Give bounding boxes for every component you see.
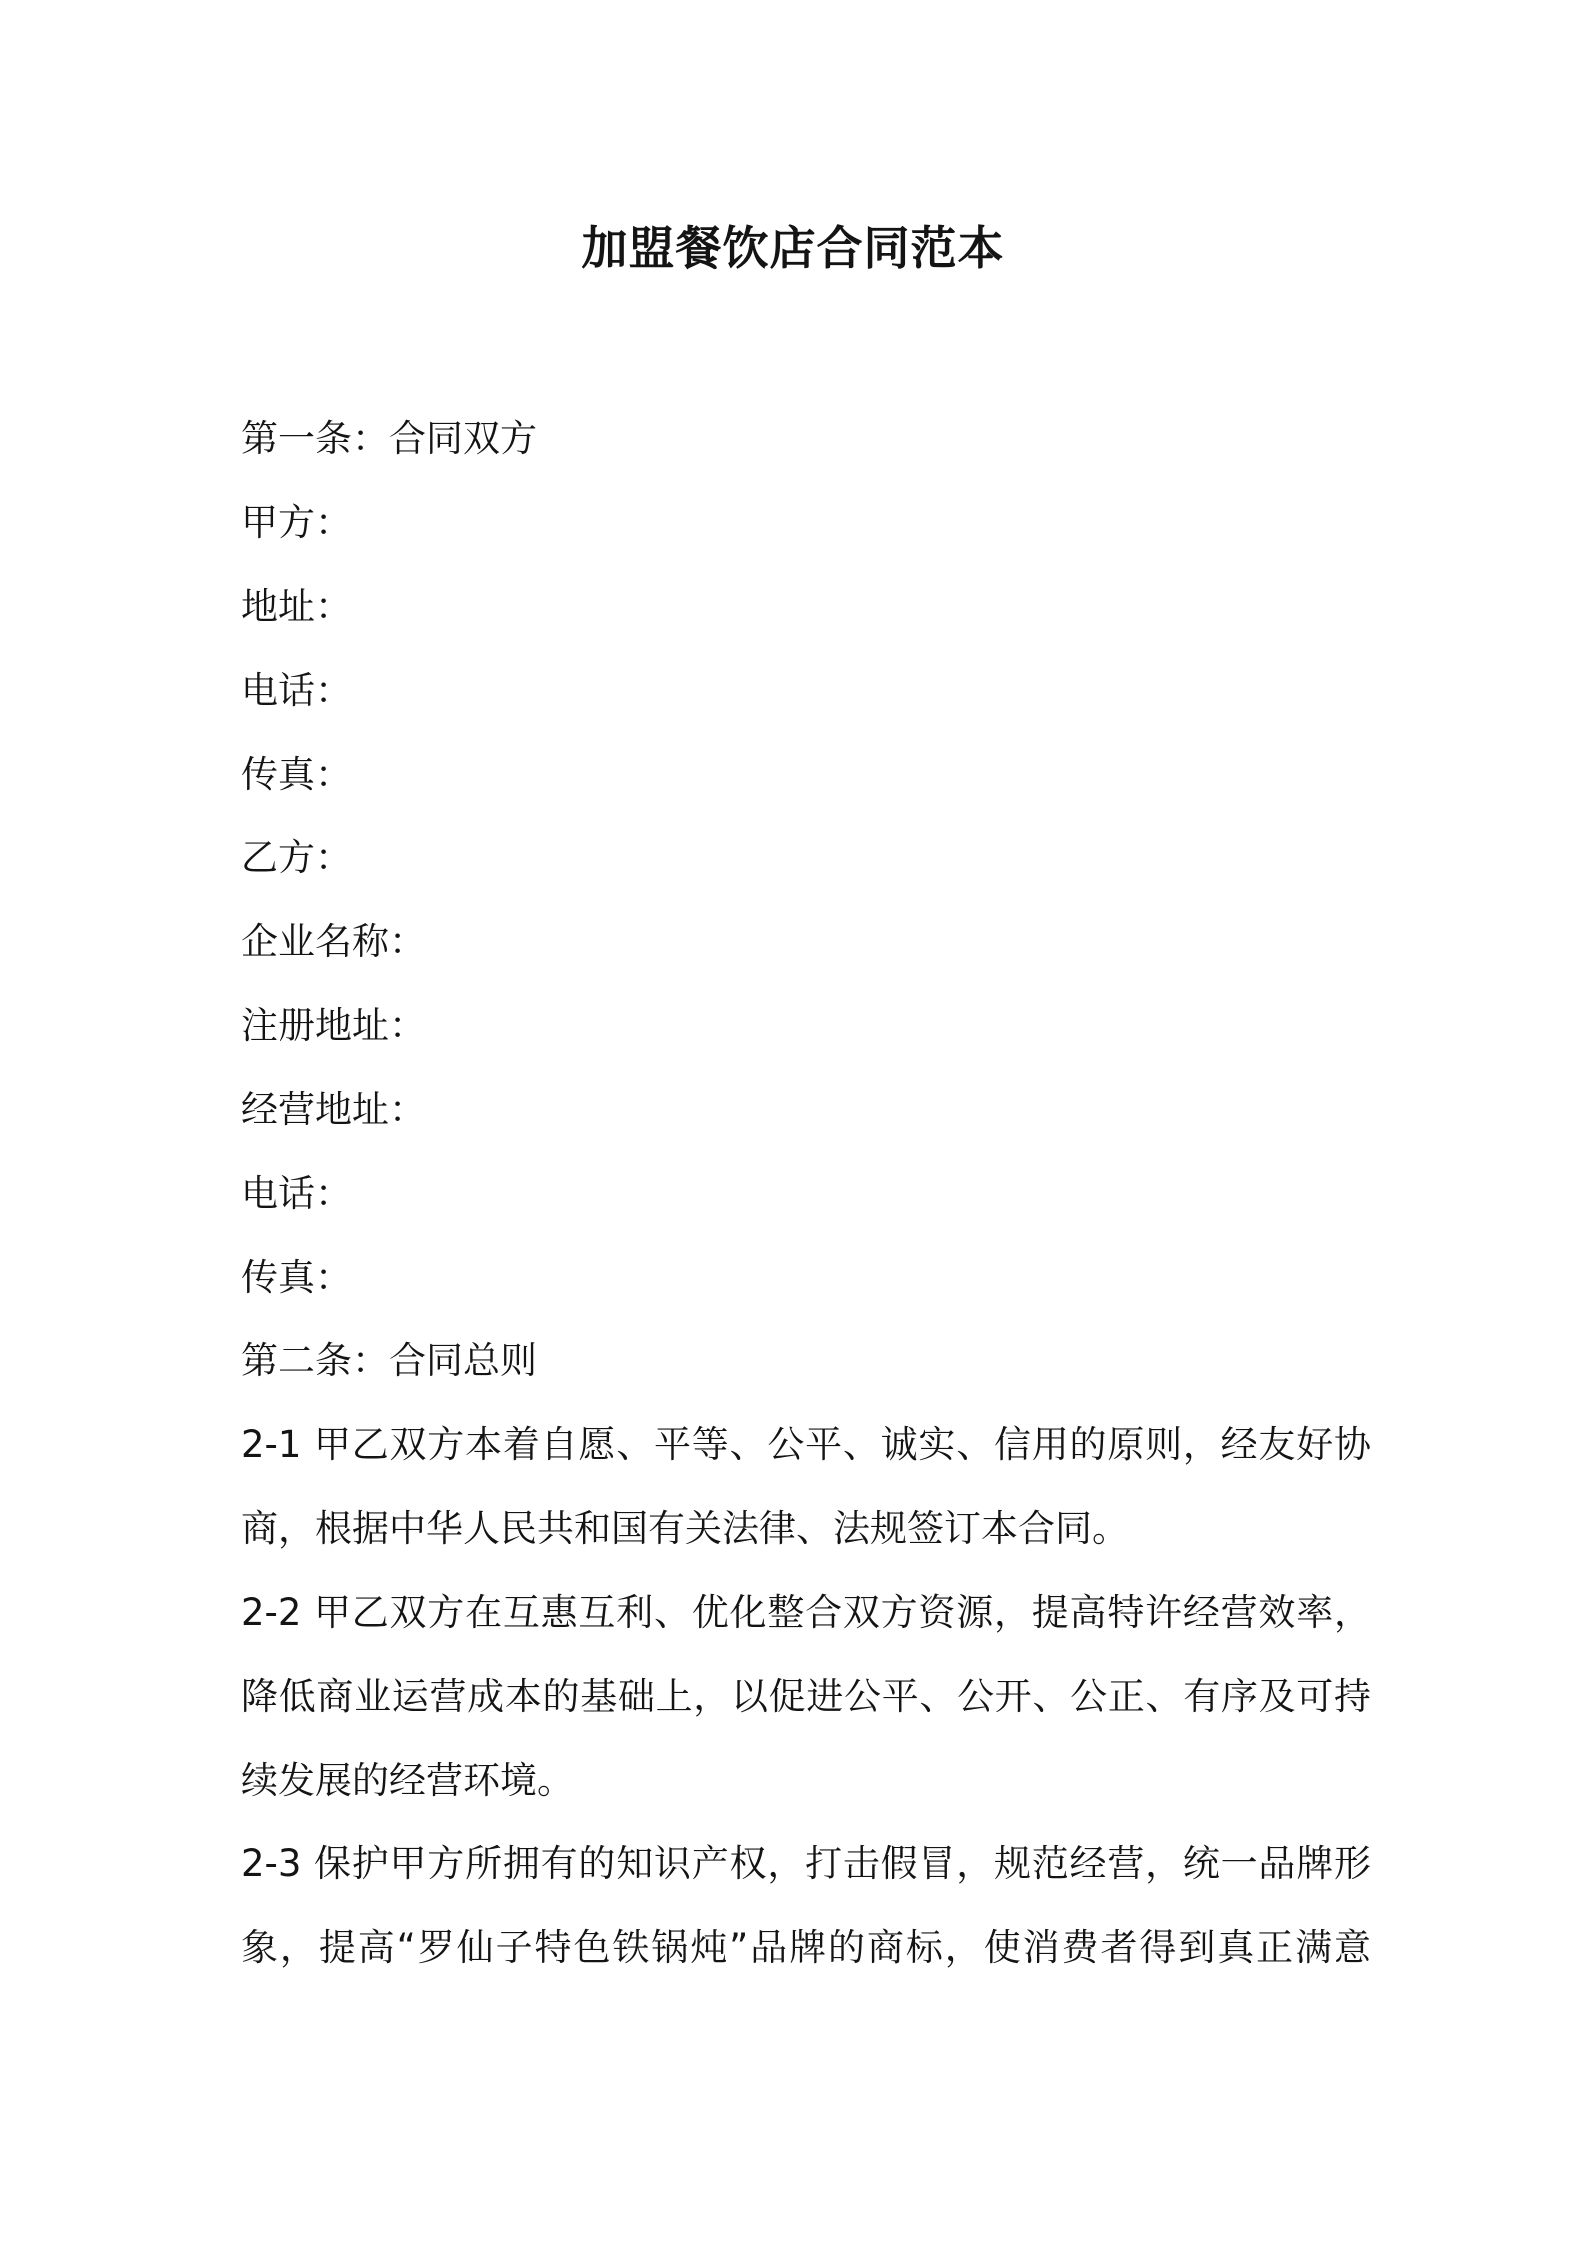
company-name-label: 企业名称： xyxy=(241,920,426,963)
clause-2-2-line-1: 2-2 甲乙双方在互惠互利、优化整合双方资源，提高特许经营效率， xyxy=(241,1591,1371,1634)
party-a-label: 甲方： xyxy=(241,501,352,544)
party-a-phone-label: 电话： xyxy=(241,669,352,712)
clause-2-3-line-1: 2-3 保护甲方所拥有的知识产权，打击假冒，规范经营，统一品牌形 xyxy=(241,1842,1371,1885)
party-b-label: 乙方： xyxy=(241,836,352,879)
article-2-heading: 第二条：合同总则 xyxy=(241,1339,537,1382)
clause-2-1-line-1: 2-1 甲乙双方本着自愿、平等、公平、诚实、信用的原则，经友好协 xyxy=(241,1423,1371,1466)
registered-address-label: 注册地址： xyxy=(241,1004,426,1047)
clause-2-2-line-2: 降低商业运营成本的基础上，以促进公平、公开、公正、有序及可持 xyxy=(241,1675,1371,1718)
article-1-heading: 第一条：合同双方 xyxy=(241,417,537,460)
business-address-label: 经营地址： xyxy=(241,1088,426,1131)
party-a-address-label: 地址： xyxy=(241,585,352,628)
clause-2-3-line-2: 象，提高“罗仙子特色铁锅炖”品牌的商标，使消费者得到真正满意 xyxy=(241,1926,1371,1969)
document-title: 加盟餐饮店合同范本 xyxy=(581,221,1005,275)
party-b-fax-label: 传真： xyxy=(241,1256,352,1299)
clause-2-2-line-3: 续发展的经营环境。 xyxy=(241,1759,574,1802)
party-a-fax-label: 传真： xyxy=(241,753,352,796)
party-b-phone-label: 电话： xyxy=(241,1172,352,1215)
clause-2-1-line-2: 商，根据中华人民共和国有关法律、法规签订本合同。 xyxy=(241,1507,1129,1550)
